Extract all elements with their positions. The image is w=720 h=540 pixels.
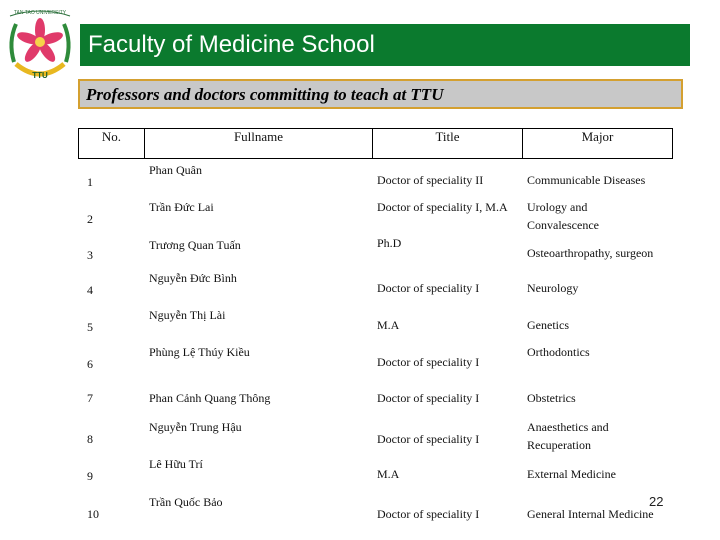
row-title: Doctor of speciality II (377, 173, 484, 187)
row-name: Nguyễn Thị Lài (149, 308, 226, 323)
row-name: Nguyễn Đức Bình (149, 270, 237, 285)
row-major: Orthodontics (527, 345, 590, 360)
row-no: 9 (87, 469, 93, 484)
row-no: 1 (87, 175, 93, 189)
table-row (79, 196, 673, 233)
row-no: 4 (87, 282, 93, 297)
row-no: 5 (87, 320, 93, 335)
row-name: Trần Quốc Bảo (149, 494, 223, 509)
table-row (79, 380, 673, 417)
page-number: 22 (649, 494, 664, 509)
col-header-fullname: Fullname (145, 129, 373, 159)
faculty-table (78, 128, 673, 530)
row-major: Communicable Diseases (527, 173, 646, 187)
university-logo (2, 2, 78, 86)
row-name: Nguyễn Trung Hậu (149, 420, 242, 435)
row-no: 10 (87, 506, 99, 521)
row-title: Doctor of speciality I (377, 432, 480, 447)
row-name: Lê Hữu Trí (149, 457, 203, 472)
col-header-no: No. (79, 129, 145, 159)
subtitle-text: Professors and doctors committing to teach at TTU (86, 85, 444, 104)
row-no: 2 (87, 212, 93, 227)
row-major: Obstetrics (527, 390, 576, 405)
table-row (79, 233, 673, 268)
row-name: Phùng Lệ Thúy Kiều (149, 345, 250, 360)
row-major: Anaesthetics and Recuperation (527, 420, 609, 453)
table-row (79, 159, 673, 196)
row-name: Trương Quan Tuấn (149, 237, 241, 252)
row-no: 6 (87, 357, 93, 372)
table-row (79, 418, 673, 455)
row-no: 3 (87, 247, 93, 262)
table-row (79, 268, 673, 305)
subtitle-box (78, 79, 683, 109)
row-title: Doctor of speciality I (377, 355, 480, 370)
logo-arc-text: TAN TAO UNIVERSITY (13, 10, 67, 16)
row-title: Doctor of speciality I (377, 390, 480, 405)
table-row (79, 492, 673, 529)
row-title: M.A (377, 318, 400, 333)
row-no: 8 (87, 432, 93, 447)
row-major: External Medicine (527, 467, 616, 482)
table-row (79, 343, 673, 380)
logo-abbrev: TTU (32, 71, 48, 80)
row-major: Genetics (527, 318, 569, 333)
row-major: Osteoarthropathy, surgeon (527, 245, 654, 260)
row-title: Doctor of speciality I (377, 280, 480, 295)
row-title: M.A (377, 467, 400, 482)
row-title: Doctor of speciality I (377, 506, 480, 521)
table-row (79, 455, 673, 492)
row-name: Trần Đức Lai (149, 200, 214, 215)
row-no: 7 (87, 390, 93, 405)
col-header-title: Title (373, 129, 523, 159)
row-title: Ph.D (377, 235, 402, 250)
row-title: Doctor of speciality I, M.A (377, 200, 508, 215)
row-major: Urology and Convalescence (527, 200, 599, 233)
row-major: General Internal Medicine (527, 506, 654, 521)
row-major: Neurology (527, 280, 579, 295)
row-name: Phan Cảnh Quang Thông (149, 390, 271, 405)
page-title: Faculty of Medicine School (88, 31, 375, 58)
table-header-row (79, 129, 673, 159)
table-row (79, 306, 673, 343)
col-header-major: Major (523, 129, 673, 159)
row-name: Phan Quân (149, 163, 202, 177)
title-bar (80, 24, 690, 66)
